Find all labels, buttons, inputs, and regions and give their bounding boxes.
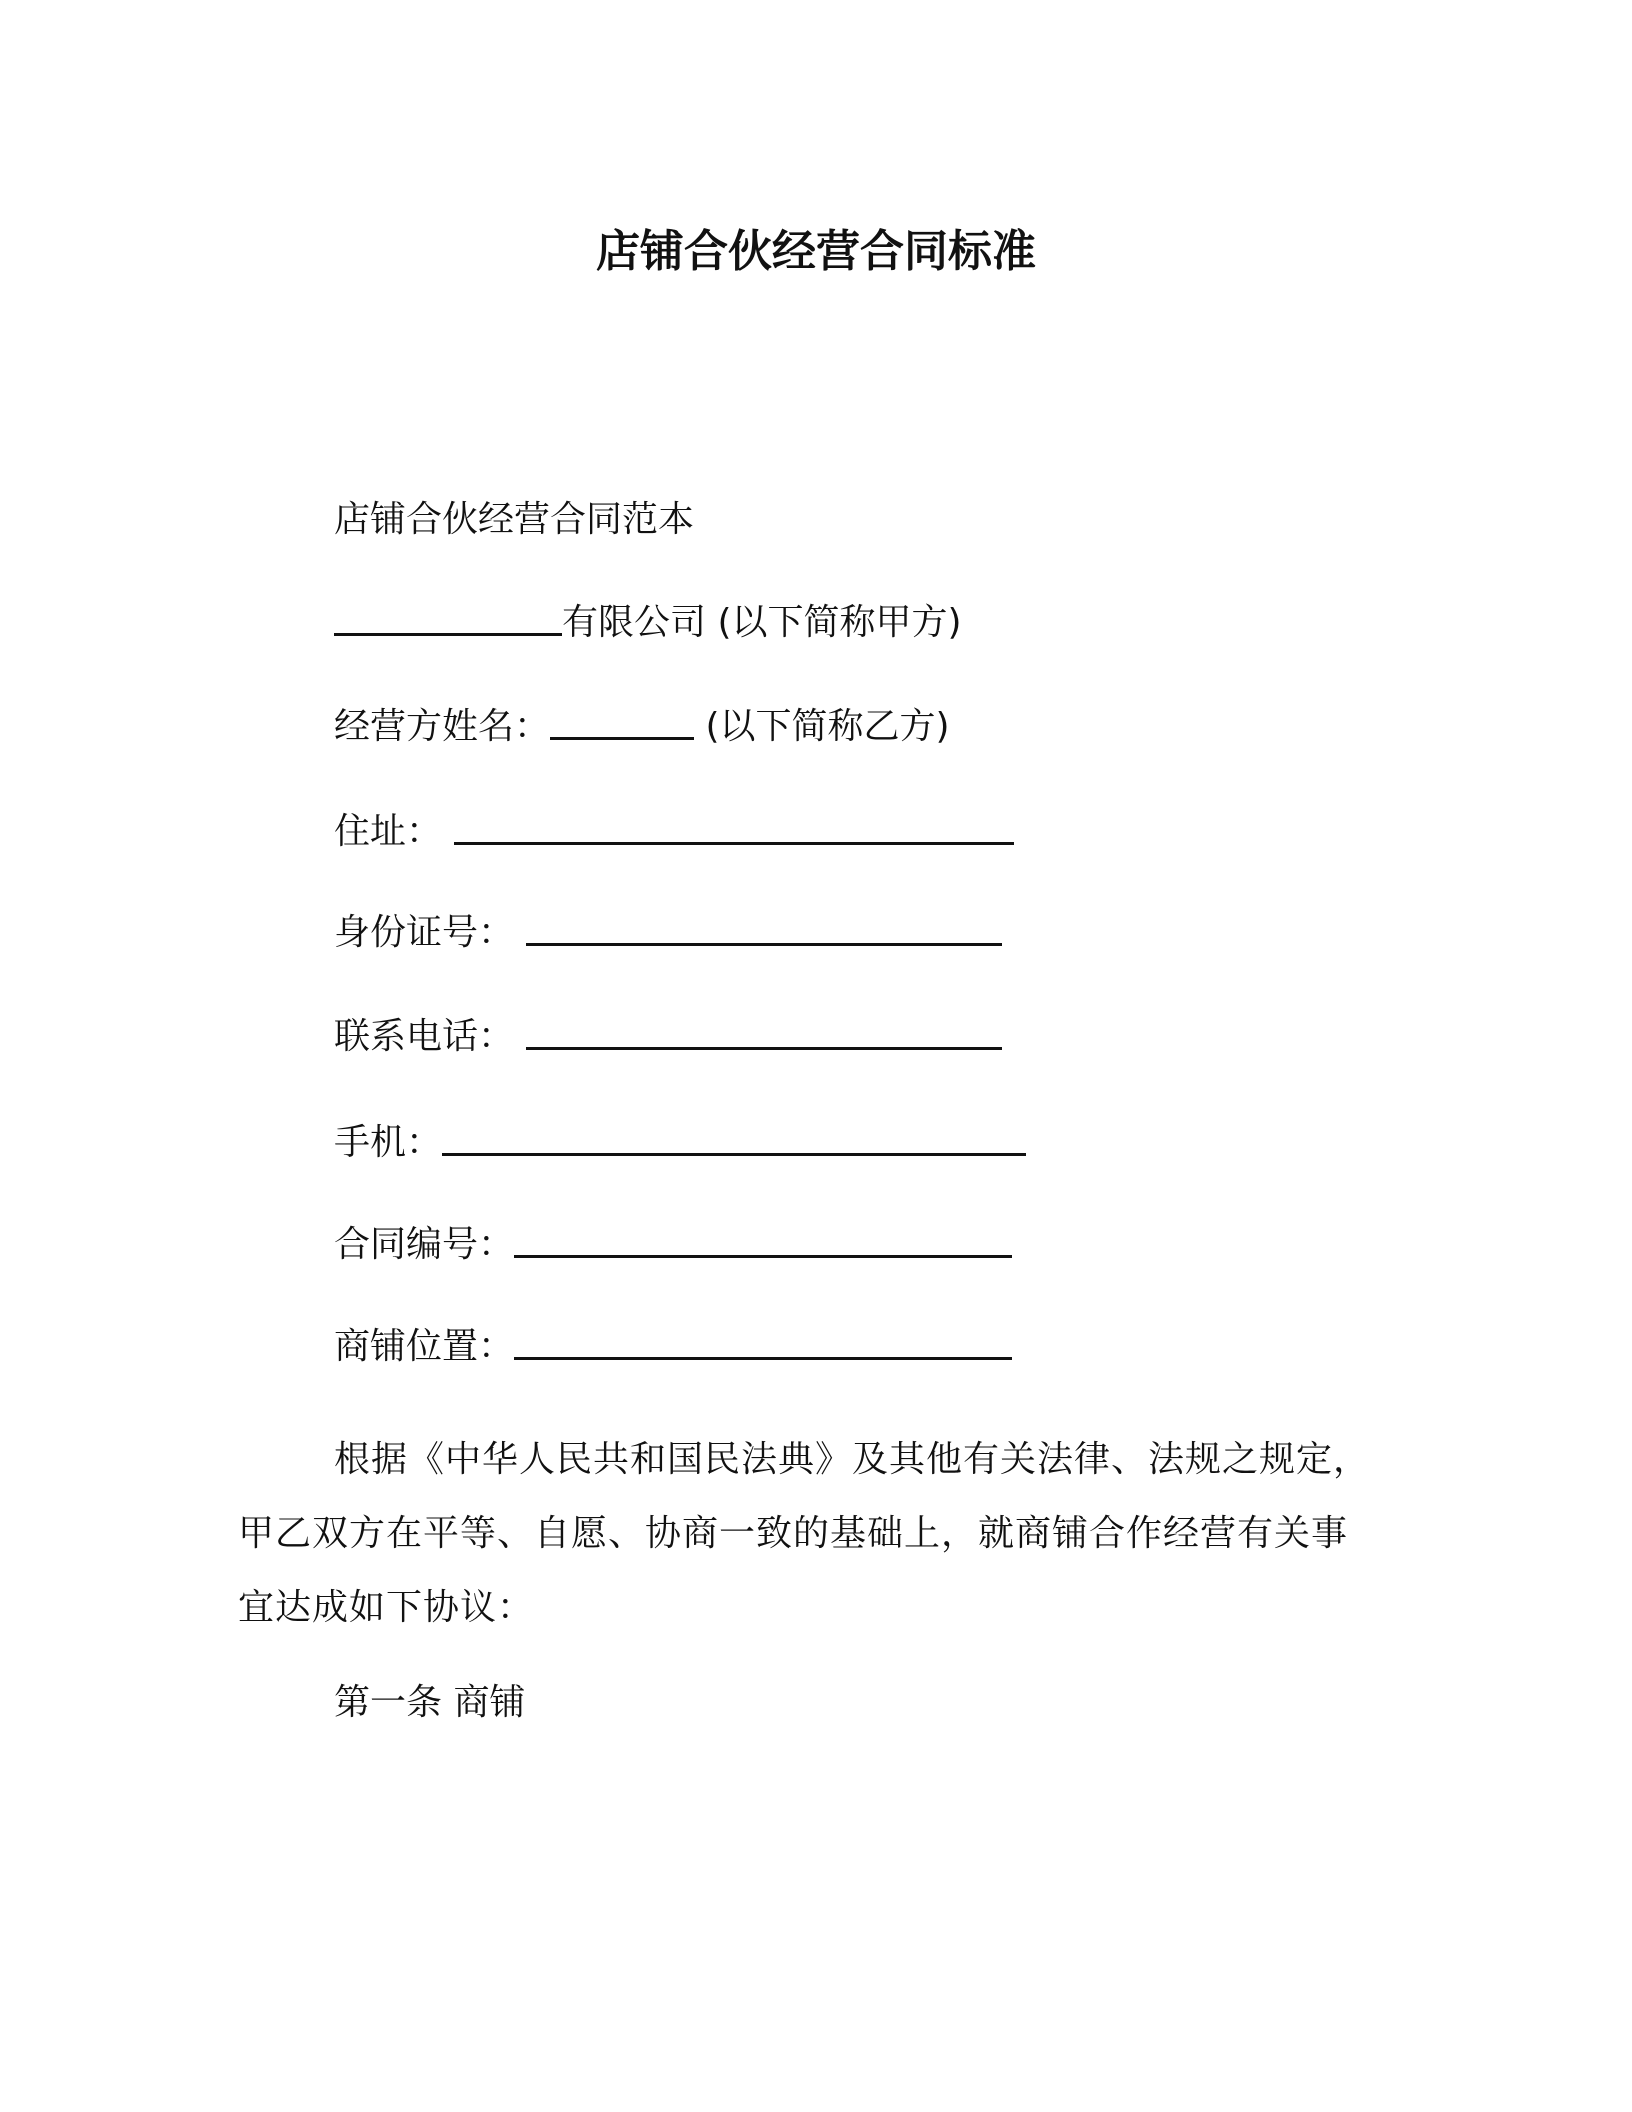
shop-location-label: 商铺位置：	[334, 1326, 515, 1367]
id-number-line	[334, 908, 1002, 958]
phone-blank	[526, 1017, 1002, 1050]
contract-no-blank	[514, 1225, 1012, 1258]
id-number-label: 身份证号：	[334, 912, 515, 953]
party-b-label: 经营方姓名：	[334, 706, 551, 747]
mobile-line	[334, 1118, 1026, 1168]
address-line	[334, 807, 1014, 857]
preamble-paragraph: 根据《中华人民共和国民法典》及其他有关法律、法规之规定，甲乙双方在平等、自愿、协商一致的基础上，就商铺合作经营有关事宜达成如下协议：	[238, 1439, 1371, 1628]
party-a-blank	[334, 603, 562, 636]
party-b-line	[334, 702, 950, 752]
party-a-suffix: 有限公司 (以下简称甲方)	[562, 602, 962, 643]
contract-no-line	[334, 1220, 1012, 1270]
shop-location-blank	[514, 1327, 1012, 1360]
party-b-blank	[550, 707, 694, 740]
address-label: 住址：	[334, 811, 443, 852]
phone-line	[334, 1012, 1002, 1062]
party-b-suffix: (以下简称乙方)	[694, 706, 950, 747]
mobile-label: 手机：	[334, 1122, 443, 1163]
document-subtitle: 店铺合伙经营合同范本	[334, 499, 695, 540]
contract-no-label: 合同编号：	[334, 1224, 515, 1265]
id-number-blank	[526, 913, 1002, 946]
address-blank	[454, 812, 1014, 845]
phone-label: 联系电话：	[334, 1016, 515, 1057]
mobile-blank	[442, 1123, 1026, 1156]
party-a-line	[334, 598, 962, 648]
article-1-heading: 第一条 商铺	[334, 1682, 526, 1723]
shop-location-line	[334, 1322, 1012, 1372]
document-title: 店铺合伙经营合同标准	[596, 226, 1036, 277]
